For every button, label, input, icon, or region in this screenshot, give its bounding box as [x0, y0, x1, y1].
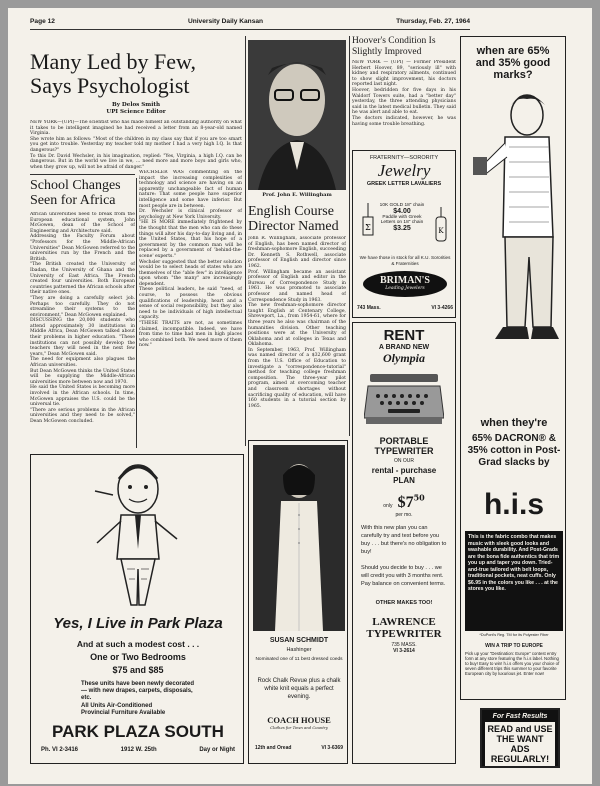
paragraph: Addressing the Faculty Forum about "Professors for the Middle-African Universities" Dean McGowen referred to the universities run by the French and the British. — [30, 234, 135, 262]
svg-text:Σ: Σ — [365, 223, 371, 232]
ad-text: ON OUR — [394, 458, 414, 464]
story-body-english — [248, 236, 346, 432]
ad-contact — [357, 305, 453, 311]
price-period: per mo. — [395, 512, 413, 518]
ad-price: $75 and $85 — [112, 665, 164, 675]
ad-item — [377, 203, 427, 232]
paragraph: In September, 1963, Prof. Willingham was named director of a $32,600 grant from the U.S. Office of Education to investigate a "correspondence-tutorial" method for teaching college freshman composition. The three-year pilot program, aimed at overcoming teacher and classroom shortages without sacrificing quality of education, will have 160 students in a tutorial section by 1965. — [248, 347, 346, 409]
store-name: LAWRENCE TYPEWRITER — [366, 616, 442, 640]
ad-answer: when they're — [480, 417, 548, 429]
column-rule — [349, 36, 350, 436]
hours: Day or Night — [199, 747, 235, 753]
ad-subtitle: GREEK LETTER LAVALIERS — [366, 181, 442, 187]
ad-title: Jewelry — [377, 161, 431, 180]
ad-text: Rock Chalk Revue plus a chalk white knit equals a perfect evening. — [257, 678, 341, 700]
ad-want-ads — [480, 708, 560, 768]
column-rule — [136, 178, 137, 448]
paragraph: The new freshman-sophomore director taught English at Centenary College, Shreveport, La., from 1954-61, where for three years he also was chairman of the humanities division. Other teaching positions were at the University of Oklahoma and at colleges in Texas and Oklahoma. — [248, 303, 346, 348]
cartoon-man-illustration — [83, 459, 193, 609]
issue-date: Thursday, Feb. 27, 1964 — [396, 18, 470, 25]
paragraph: These political leaders, he said "need, of course, to possess the obvious qualifications of leadership, heart and a sense of social responsibility, but they also need to be individuals of high intellectual capacity. — [139, 287, 242, 321]
ad-olympia-typewriter — [352, 322, 456, 764]
paragraph: Prof. Willingham became an assistant professor of English and editor in the Bureau of Correspondence Study in 1961. He was promoted to associate professor and named head of Correspondence Study in 1963. — [248, 269, 346, 303]
portrait-photo — [248, 40, 346, 190]
paragraph: Dr. Wechsler is clinical professor of psychology at New York University. — [139, 209, 242, 220]
brand-name: Olympia — [383, 351, 425, 365]
paragraph: "THESE TRAITS are not, as sometimes claimed, incompatible. Indeed, we have from time to time had men in high places who combined both. We need more of them now." — [139, 321, 242, 349]
phone: Ph. VI 2-3416 — [41, 747, 79, 753]
ad-headline: Yes, I Live in Park Plaza — [53, 615, 223, 632]
paragraph: Wechsler suggested that the better solution would be to select heads of states who are themselves of the "able few" in intelligence upon whom "the many" are increasingly dependent. — [139, 259, 242, 287]
ad-tagline: Nominated one of 11 best dressed coeds — [255, 657, 343, 662]
ad-coach-house — [248, 440, 348, 764]
paragraph: "HE IS MORE immediately frightened by the thought that the men who can do these things will alter his day-to-day living and, in the United States, that his hope of a government by the common man will be replaced by a government of 'behind-the-scene' experts." — [139, 220, 242, 259]
paragraph: To this Dr. David Wechsler, in his imagination, replied: "Yes, Virginia, a high I.Q. can be dangerous. But in the world we live in we, ... need more and more boys and girls who, when they grow up, will not be afraid of danger." — [30, 153, 242, 170]
story-headline-africa: School Changes Seen for Africa — [30, 178, 121, 208]
page-number: Page 12 — [30, 18, 55, 25]
address: 735 MASS. — [391, 642, 417, 648]
ad-note: We have those in stock for all K.U. Sororities & Fraternities — [359, 255, 451, 266]
contest-title: WIN A TRIP TO EUROPE — [485, 643, 543, 649]
story-headline-psychologist: Many Led by Few, Says Psychologist — [30, 49, 196, 98]
ad-answer: 65% DACRON® & 35% cotton in Post-Grad slacks by — [467, 433, 561, 468]
man-illustration — [469, 87, 559, 407]
story-body-hoover — [352, 60, 456, 144]
paragraph: He said the United States is becoming more involved in the African schools. In time, McGowen appraises the U.S. could be the universal tie. — [30, 385, 135, 408]
story-body-africa — [30, 212, 135, 448]
feature: Provincial Furniture Available — [81, 709, 166, 716]
paragraph: "There are serious problems in the African universities and they need to be solved," Dean McGowen concluded. — [30, 407, 135, 424]
store-tagline: Clothes for Town and Country — [270, 725, 328, 730]
paragraph: John R. Willingham, associate professor of English, has been named director of freshman-sophomore English, succeeding Dr. Kenneth S. Rothwell, associate professor of English and director since 1962. — [248, 236, 346, 269]
item-price: $3.25 — [393, 225, 411, 233]
paragraph: NEW YORK — (UPI) — Former President Herbert Hoover, 89, "seriously ill" with kidney and respiratory ailments, continued to show slight improvement, his doctors reported last night. — [352, 60, 456, 88]
ad-park-plaza — [30, 454, 244, 764]
item-desc: 10K GOLD 18" chain — [379, 203, 425, 208]
item-price: $4.00 — [393, 207, 411, 215]
ad-brimans-jewelry — [352, 150, 456, 318]
paper-name: University Daily Kansan — [187, 18, 264, 25]
story-body-psychologist-cont — [139, 170, 242, 448]
ad-his-slacks — [460, 36, 566, 700]
lavalier-icon — [361, 203, 375, 237]
feature: All Units Air-Conditioned — [81, 702, 153, 709]
paragraph: But Dean McGowen thinks the United States will be supplying the Middle-African universities more between now and 1970. — [30, 368, 135, 385]
ad-features — [81, 681, 195, 717]
paragraph: WECHSLER WAS commenting on the impact the increasing complexities of technology and science are having on an apparently unchangeable fact of human nature: That some people have superior intelligence and some have inferior. But most people are in between. — [139, 170, 242, 209]
phone: VI 3-4266 — [431, 305, 453, 311]
paragraph: The doctors indicated, however, he was having some trouble breathing. — [352, 115, 456, 127]
model-school: Hashinger — [286, 647, 312, 653]
paragraph: NEW YORK—(UPI)—The scientist who has made himself an outstanding authority on what it takes to be intelligent imagined he had received a letter from an 8-year-old named Virginia. — [30, 120, 242, 137]
ad-headline: when are 65% and 35% good marks? — [475, 45, 551, 81]
ad-text: Should you decide to buy . . . we will credit you with 3 months rent. Pay balance on convenient terms. — [361, 565, 446, 587]
paragraph: DISCUSSING the 20,000 students who attend approximately 30 institutions in Middle Africa, Dean McGowen talked about their problems in higher education. "These institutions can not possibly develop the teachers they will need in the next few years," Dean McGowen said. — [30, 318, 135, 357]
store-tagline: Leading Jewelers — [385, 286, 425, 291]
fine-print: *DuPont's Reg. TM for its Polyester Fiber — [479, 633, 549, 637]
address: 743 Mass. — [357, 305, 381, 311]
model-photo — [253, 445, 345, 631]
coach-house-logo — [253, 715, 345, 730]
phone: VI 3-6369 — [321, 745, 343, 751]
paragraph: African universities need to break from the European educational system, John McGowen, dean of the School of Engineering and Architecture said. — [30, 212, 135, 234]
byline-title: UPI Science Editor — [106, 109, 166, 115]
ad-text: OTHER MAKES TOO! — [375, 600, 433, 606]
story-headline-english: English Course Director Named — [248, 204, 339, 234]
paragraph: Hoover, bedridden for five days in his Waldorf Towers suite, had a "better day" yesterday, the three attending physicians said in the latest medical bulletin. They said he was alert and able to eat. — [352, 87, 456, 116]
paragraph: "The British created the University of Ibadan, the University of Ghana and the University of East Africa. The French created four universities. Both European countries patterned the African schools after their native ones. — [30, 262, 135, 296]
phone: VI 3-2614 — [393, 648, 415, 654]
ad-kicker: For Fast Results — [492, 713, 548, 720]
ad-contact — [41, 747, 235, 753]
svg-text:K: K — [438, 227, 444, 235]
model-name: SUSAN SCHMIDT — [269, 637, 329, 644]
feature: These units have been newly decorated — with new drapes, carpets, disposals, etc. — [81, 681, 195, 702]
ad-kicker: FRATERNITY—SORORITY — [369, 155, 439, 161]
paddle-icon — [433, 207, 449, 243]
ad-text: And at such a modest cost . . . — [76, 639, 200, 649]
price-block — [353, 492, 455, 518]
plan-name: rental - purchase PLAN — [371, 466, 437, 485]
story-divider — [30, 174, 135, 175]
contest-text: Pick up your "Destination: Europe" contest entry form at any store featuring the h.i.s label. Nothing to buy! Easy to win! h.i.s offers you your choice of seven different trips this summer to your favorite European city by luxurious jet. Enter now! — [465, 651, 560, 676]
price-dollars: $7 — [397, 494, 414, 511]
store-name: COACH HOUSE — [267, 715, 331, 725]
ad-text: One or Two Bedrooms — [90, 652, 186, 662]
item-desc: Paddle with Greek Letters on 18" chain — [380, 214, 424, 226]
price-prefix: only — [383, 503, 393, 509]
briman-logo — [363, 271, 447, 297]
address: 1912 W. 25th — [120, 747, 157, 753]
column-rule — [245, 36, 246, 446]
store-name: BRIMAN'S — [379, 275, 430, 286]
page-header — [30, 18, 470, 30]
byline-name: By Delos Smith — [111, 102, 161, 108]
story-headline-hoover: Hoover's Condition Is Slightly Improved — [352, 36, 436, 57]
ad-headline: READ and USE THE WANT ADS REGULARLY! — [485, 722, 555, 766]
story-body-psychologist-lead — [30, 120, 242, 170]
paragraph: "They are doing a carefully select job. Perhaps too carefully. They do not streamline their systems to the environment," Dean McGowen explained. — [30, 295, 135, 318]
price-cents: 50 — [413, 492, 425, 503]
ad-body: This is the fabric combo that makes music with sleek good looks and washable durability. And Post-Grads are the bona fide authentics that trim you up and taper you down. Tried-and-true tailored with belt loops, traditional pockets, neat cuffs. Only $6.95 in the colors you like . . . at the stores you like. — [465, 531, 563, 631]
ad-title: RENT — [383, 327, 425, 344]
paragraph: The need for equipment also plagues the African universities. — [30, 357, 135, 369]
ad-text: With this new plan you can carefully try and test before you buy . . . but there's no obligation to buy! — [361, 525, 447, 555]
his-logo: h.i.s — [483, 488, 544, 521]
newspaper-page — [8, 8, 592, 784]
ad-name: PARK PLAZA SOUTH — [52, 722, 224, 741]
photo-caption: Prof. John E. Willingham — [262, 192, 332, 198]
typewriter-image — [364, 372, 444, 426]
story-byline — [30, 102, 242, 116]
product-name: PORTABLE TYPEWRITER — [374, 436, 434, 456]
address: 12th and Oread — [255, 745, 292, 751]
paragraph: She wrote him as follows: "Most of the children in my class say that if you are too smart you get into trouble. Yesterday my teacher told my mother I had a very high I.Q. Is that dangerous?" — [30, 136, 242, 153]
ad-subtitle: A BRAND NEW — [378, 344, 430, 351]
ad-contact — [255, 745, 343, 751]
